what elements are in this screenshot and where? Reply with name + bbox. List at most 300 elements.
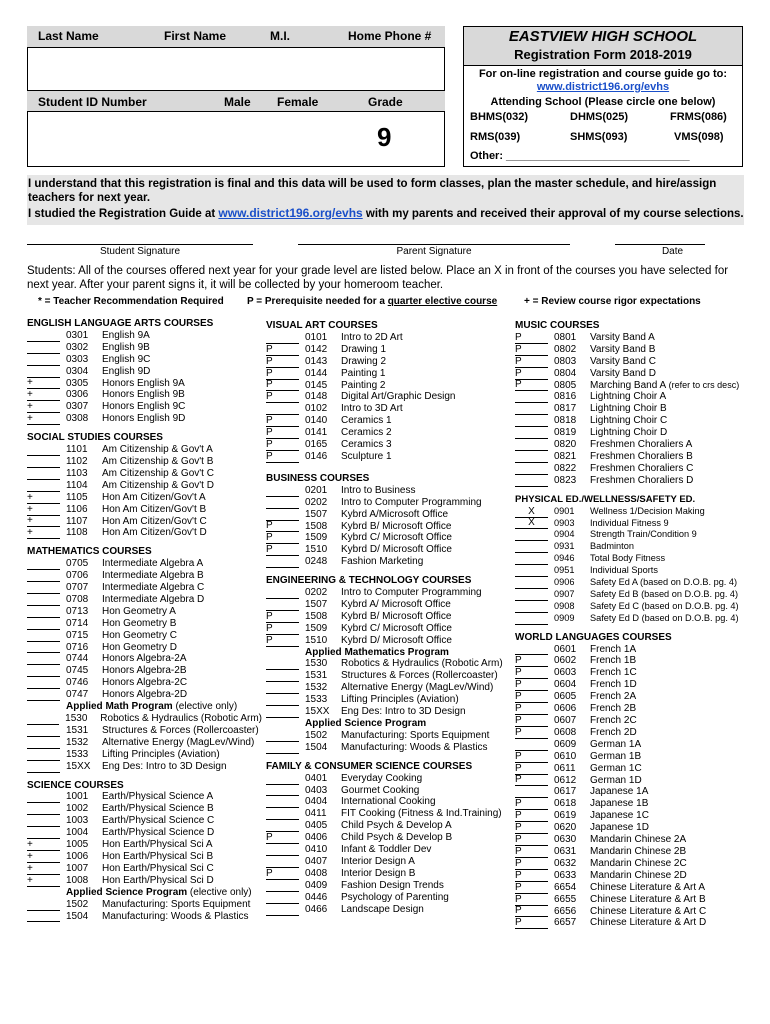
course-name: Landscape Design xyxy=(341,903,424,915)
course-name: Japanese 1C xyxy=(590,810,649,822)
school-name: EASTVIEW HIGH SCHOOL xyxy=(508,28,698,45)
course-select-blank[interactable] xyxy=(266,659,299,670)
course-row xyxy=(27,618,262,630)
course-row xyxy=(515,739,765,751)
course-select-blank[interactable]: P xyxy=(266,521,299,532)
course-code: 0140 xyxy=(305,415,328,427)
course-select-blank[interactable] xyxy=(27,469,60,480)
course-row xyxy=(515,589,765,601)
course-select-blank[interactable]: + xyxy=(27,516,60,527)
course-select-blank[interactable] xyxy=(27,816,60,827)
course-select-blank[interactable]: P xyxy=(266,452,299,463)
course-select-blank[interactable]: P xyxy=(515,835,548,846)
course-select-blank[interactable]: + xyxy=(27,390,60,401)
agreement-text: I understand that this registration is final and this data will be used to form classes, plan the master schedule, and hire/assign teachers for next year. xyxy=(28,178,717,204)
course-row xyxy=(266,509,506,521)
course-select-blank[interactable]: P xyxy=(515,906,548,917)
course-select-blank[interactable]: P xyxy=(266,869,299,880)
course-select-blank[interactable] xyxy=(515,542,548,553)
course-select-blank[interactable] xyxy=(266,785,299,796)
course-select-blank[interactable] xyxy=(266,510,299,521)
course-name: Safety Ed C (based on D.O.B. pg. 4) xyxy=(590,600,739,611)
course-select-blank[interactable] xyxy=(27,714,59,725)
course-code: 1532 xyxy=(66,736,89,748)
home-phone-label: Home Phone # xyxy=(348,29,432,43)
course-row xyxy=(27,875,262,887)
course-select-blank[interactable] xyxy=(515,392,548,403)
course-row xyxy=(27,851,262,863)
student-id-input-area[interactable] xyxy=(28,112,328,166)
course-select-blank[interactable]: P xyxy=(266,833,299,844)
course-select-blank[interactable]: P xyxy=(515,704,548,715)
course-select-blank[interactable]: P xyxy=(515,895,548,906)
course-row xyxy=(515,655,765,667)
course-select-blank[interactable] xyxy=(27,804,60,815)
course-select-blank[interactable] xyxy=(515,602,548,613)
name-input-area[interactable] xyxy=(28,48,444,90)
course-row xyxy=(515,834,765,846)
course-code: 0817 xyxy=(554,403,577,415)
course-code: 0608 xyxy=(554,726,577,738)
section-title: ENGINEERING & TECHNOLOGY COURSES xyxy=(266,575,472,587)
course-note: (refer to crs desc) xyxy=(666,379,740,390)
course-code: 1509 xyxy=(305,532,328,544)
course-select-blank[interactable] xyxy=(266,486,299,497)
course-name: FIT Cooking (Fitness & Ind.Training) xyxy=(341,808,502,820)
school-option-rms[interactable]: RMS(039) xyxy=(470,131,521,143)
course-select-blank[interactable]: P xyxy=(515,859,548,870)
course-code: 1530 xyxy=(65,713,88,724)
course-code: 0306 xyxy=(66,389,89,401)
course-row xyxy=(515,703,765,715)
course-section xyxy=(266,761,506,916)
course-row xyxy=(515,356,765,368)
agreement-line2-pre: I studied the Registration Guide at xyxy=(28,208,219,220)
school-option-bhms[interactable]: BHMS(032) xyxy=(470,111,529,123)
course-column-right xyxy=(515,320,765,929)
course-name: Honors Algebra-2B xyxy=(102,665,187,677)
course-select-blank[interactable]: P xyxy=(515,775,548,786)
course-row xyxy=(515,463,765,475)
course-select-blank[interactable] xyxy=(266,821,299,832)
first-name-label: First Name xyxy=(164,29,227,43)
course-name: Everyday Cooking xyxy=(341,772,423,784)
course-name: Kybrd A/Microsoft Office xyxy=(341,508,449,520)
course-row xyxy=(515,798,765,810)
course-select-blank[interactable] xyxy=(27,900,60,911)
course-select-blank[interactable] xyxy=(515,614,548,625)
course-code: 0610 xyxy=(554,750,577,762)
program-name: Applied Math Program xyxy=(66,701,173,713)
course-row xyxy=(515,858,765,870)
course-select-blank[interactable] xyxy=(515,404,548,415)
course-select-blank[interactable]: P xyxy=(515,799,548,810)
course-select-blank[interactable] xyxy=(27,595,60,606)
course-row xyxy=(266,556,506,568)
school-option-frms[interactable]: FRMS(086) xyxy=(670,111,727,123)
course-select-blank[interactable]: P xyxy=(266,345,299,356)
course-name: Marching Band A xyxy=(590,379,667,391)
course-code: 0908 xyxy=(554,600,575,611)
program-note: (elective only) xyxy=(187,886,252,898)
course-code: 0202 xyxy=(305,496,328,508)
course-row xyxy=(266,820,506,832)
course-name: Total Body Fitness xyxy=(590,553,666,564)
course-row xyxy=(27,677,262,689)
course-select-blank[interactable] xyxy=(27,457,60,468)
course-select-blank[interactable]: P xyxy=(266,624,299,635)
course-select-blank[interactable]: + xyxy=(27,528,60,539)
course-row xyxy=(27,803,262,815)
instructions-text: Students: All of the courses offered next year for your grade level are listed below. Place an X in front of the courses you have selected for next year. After your parent signs it, it will be collected by your homeroom teacher. xyxy=(27,265,729,291)
course-code: 1002 xyxy=(66,803,89,815)
course-select-blank[interactable]: P xyxy=(266,428,299,439)
course-select-blank[interactable]: + xyxy=(27,864,60,875)
course-code: 1104 xyxy=(66,479,88,491)
course-select-blank[interactable] xyxy=(266,905,299,916)
course-code: 0715 xyxy=(66,629,89,641)
course-select-blank[interactable]: P xyxy=(266,357,299,368)
course-name: Structures & Forces (Rollercoaster) xyxy=(102,724,259,736)
course-name: Lightning Choir C xyxy=(590,415,668,427)
course-name: Eng Des: Intro to 3D Design xyxy=(102,760,227,772)
course-select-blank[interactable]: P xyxy=(515,692,548,703)
course-name: Manufacturing: Woods & Plastics xyxy=(341,741,488,753)
course-code: 1008 xyxy=(66,874,89,886)
course-code: 15XX xyxy=(66,760,91,772)
parent-signature-line[interactable] xyxy=(298,244,570,245)
course-name: Drawing 1 xyxy=(341,343,387,355)
course-code: 0823 xyxy=(554,474,577,486)
course-section xyxy=(27,318,262,425)
course-select-blank[interactable] xyxy=(27,690,60,701)
course-select-blank[interactable]: P xyxy=(515,668,548,679)
course-select-blank[interactable] xyxy=(27,678,60,689)
course-name: Japanese 1D xyxy=(590,822,649,834)
course-select-blank[interactable]: P xyxy=(266,545,299,556)
course-code: 0821 xyxy=(554,450,577,462)
course-row xyxy=(266,623,506,635)
course-select-blank[interactable]: P xyxy=(266,392,299,403)
course-select-blank[interactable]: P xyxy=(515,918,548,929)
course-select-blank[interactable] xyxy=(27,619,60,630)
student-signature-label: Student Signature xyxy=(99,246,181,257)
course-row xyxy=(27,378,262,390)
course-select-blank[interactable]: P xyxy=(515,752,548,763)
course-code: 0603 xyxy=(554,667,577,679)
course-select-blank[interactable]: X xyxy=(515,518,548,529)
course-code: 0705 xyxy=(66,558,89,570)
course-select-blank[interactable]: P xyxy=(515,380,548,391)
course-code: 0909 xyxy=(554,612,575,623)
section-title: MATHEMATICS COURSES xyxy=(27,546,152,558)
course-select-blank[interactable] xyxy=(515,578,548,589)
course-row xyxy=(27,911,262,923)
attending-school-label: Attending School (Please circle one below) xyxy=(490,96,716,108)
course-select-blank[interactable]: P xyxy=(266,533,299,544)
course-select-blank[interactable] xyxy=(266,671,299,682)
school-option-dhms[interactable]: DHMS(025) xyxy=(570,111,629,123)
course-row xyxy=(515,451,765,463)
course-code: 0819 xyxy=(554,427,577,439)
course-row xyxy=(27,468,262,480)
course-select-blank[interactable]: P xyxy=(515,369,548,380)
course-select-blank[interactable]: P xyxy=(266,612,299,623)
course-name: Infant & Toddler Dev xyxy=(341,844,432,856)
course-select-blank[interactable] xyxy=(266,857,299,868)
course-name: Eng Des: Intro to 3D Design xyxy=(341,706,466,718)
course-code: 0746 xyxy=(66,677,89,689)
date-line[interactable] xyxy=(615,244,705,245)
course-select-blank[interactable]: P xyxy=(515,333,548,344)
course-select-blank[interactable]: P xyxy=(515,764,548,775)
course-name: Intro to Computer Programming xyxy=(341,496,482,508)
section-title: BUSINESS COURSES xyxy=(266,472,370,484)
course-select-blank[interactable]: P xyxy=(266,636,299,647)
course-name: Psychology of Parenting xyxy=(341,891,449,903)
course-name: Honors English 9C xyxy=(102,401,186,413)
course-name: Hon Am Citizen/Gov't B xyxy=(102,503,207,515)
course-name: Honors English 9A xyxy=(102,377,185,389)
course-select-blank[interactable] xyxy=(27,583,60,594)
course-code: 0410 xyxy=(305,844,328,856)
course-row xyxy=(266,706,506,718)
course-select-blank[interactable]: X xyxy=(515,507,548,518)
course-select-blank[interactable] xyxy=(27,445,60,456)
course-code: 0803 xyxy=(554,355,577,367)
course-select-blank[interactable]: P xyxy=(515,716,548,727)
course-select-blank[interactable] xyxy=(266,588,299,599)
course-code: 0951 xyxy=(554,565,575,576)
course-select-blank[interactable] xyxy=(515,590,548,601)
course-select-blank[interactable]: P xyxy=(266,380,299,391)
course-name: Drawing 2 xyxy=(341,355,387,367)
course-select-blank[interactable] xyxy=(27,343,60,354)
course-name: Kybrd C/ Microsoft Office xyxy=(341,622,452,634)
course-select-blank[interactable] xyxy=(27,911,60,922)
course-select-blank[interactable] xyxy=(27,631,60,642)
course-code: 0605 xyxy=(554,691,577,703)
course-section xyxy=(266,575,506,754)
course-select-blank[interactable] xyxy=(266,404,299,415)
parent-signature-label: Parent Signature xyxy=(396,246,472,257)
course-select-blank[interactable] xyxy=(515,440,548,451)
course-name: Alternative Energy (MagLev/Wind) xyxy=(102,736,255,748)
course-select-blank[interactable]: + xyxy=(27,414,60,425)
course-select-blank[interactable]: P xyxy=(266,416,299,427)
course-select-blank[interactable] xyxy=(27,355,60,366)
course-select-blank[interactable] xyxy=(515,566,548,577)
course-name: Japanese 1B xyxy=(590,798,649,810)
course-select-blank[interactable] xyxy=(515,787,548,798)
course-select-blank[interactable]: P xyxy=(515,656,548,667)
course-row xyxy=(27,737,262,749)
course-code: 0931 xyxy=(554,541,575,552)
course-code: 6657 xyxy=(554,917,577,929)
school-option-shms[interactable]: SHMS(093) xyxy=(570,131,628,143)
course-row xyxy=(515,577,765,589)
course-select-blank[interactable] xyxy=(27,828,60,839)
course-select-blank[interactable] xyxy=(27,331,60,342)
course-select-blank[interactable] xyxy=(27,559,60,570)
course-code: 0308 xyxy=(66,413,89,425)
course-select-blank[interactable]: + xyxy=(27,852,60,863)
course-select-blank[interactable]: P xyxy=(515,847,548,858)
course-code: 0946 xyxy=(554,553,575,564)
mi-label: M.I. xyxy=(270,29,290,43)
course-row xyxy=(266,485,506,497)
school-option-vms[interactable]: VMS(098) xyxy=(674,131,724,143)
course-code: 0630 xyxy=(554,834,577,846)
course-select-blank[interactable] xyxy=(27,762,60,773)
course-row xyxy=(266,832,506,844)
course-select-blank[interactable]: P xyxy=(515,811,548,822)
program-name: Applied Mathematics Program xyxy=(305,646,449,658)
registration-url-link[interactable]: www.district196.org/evhs xyxy=(536,81,670,93)
program-subheading xyxy=(27,887,262,899)
course-code: 1504 xyxy=(305,741,328,753)
course-code: 1107 xyxy=(66,515,88,527)
course-select-blank[interactable] xyxy=(27,726,60,737)
course-name: Robotics & Hydraulics (Robotic Arm) xyxy=(341,658,503,670)
course-row xyxy=(266,415,506,427)
course-select-blank[interactable] xyxy=(266,557,299,568)
course-select-blank[interactable] xyxy=(266,893,299,904)
course-select-blank[interactable]: P xyxy=(515,345,548,356)
course-name: Hon Am Citizen/Gov't D xyxy=(102,527,207,539)
course-name: Manufacturing: Woods & Plastics xyxy=(102,910,249,922)
course-code: 0305 xyxy=(66,377,89,389)
course-code: 0907 xyxy=(554,588,575,599)
course-select-blank[interactable] xyxy=(27,607,60,618)
course-select-blank[interactable] xyxy=(266,809,299,820)
course-name: Varsity Band D xyxy=(590,367,656,379)
course-select-blank[interactable] xyxy=(266,797,299,808)
course-select-blank[interactable] xyxy=(515,428,548,439)
course-code: 0801 xyxy=(554,331,577,343)
course-code: 0304 xyxy=(66,365,89,377)
course-code: 0301 xyxy=(66,329,89,341)
course-select-blank[interactable]: + xyxy=(27,840,60,851)
course-select-blank[interactable] xyxy=(515,740,548,751)
course-row xyxy=(266,892,506,904)
course-select-blank[interactable] xyxy=(266,600,299,611)
course-name: Japanese 1A xyxy=(590,786,649,798)
form-title: Registration Form 2018-2019 xyxy=(514,47,692,62)
course-select-blank[interactable]: P xyxy=(515,728,548,739)
grade-value: 9 xyxy=(377,122,392,152)
course-section xyxy=(515,632,765,930)
course-select-blank[interactable]: P xyxy=(515,883,548,894)
course-select-blank[interactable] xyxy=(27,792,60,803)
course-code: 0820 xyxy=(554,439,577,451)
guide-url-link[interactable]: www.district196.org/evhs xyxy=(218,206,363,220)
course-select-blank[interactable] xyxy=(266,743,299,754)
course-select-blank[interactable] xyxy=(515,416,548,427)
course-row xyxy=(266,682,506,694)
course-select-blank[interactable] xyxy=(27,654,60,665)
course-select-blank[interactable] xyxy=(266,695,299,706)
course-code: 0409 xyxy=(305,879,328,891)
course-select-blank[interactable] xyxy=(515,452,548,463)
course-name: Intro to 3D Art xyxy=(341,403,403,415)
course-select-blank[interactable] xyxy=(266,731,299,742)
course-select-blank[interactable] xyxy=(515,464,548,475)
course-name: English 9A xyxy=(102,329,150,341)
course-select-blank[interactable]: P xyxy=(515,680,548,691)
course-row xyxy=(515,846,765,858)
course-name: Am Citizenship & Gov't D xyxy=(102,479,214,491)
course-select-blank[interactable] xyxy=(27,367,60,378)
course-select-blank[interactable]: P xyxy=(266,440,299,451)
course-select-blank[interactable] xyxy=(266,333,299,344)
course-select-blank[interactable] xyxy=(27,481,60,492)
other-school-field[interactable]: Other: ______________________________ xyxy=(470,150,690,162)
course-select-blank[interactable] xyxy=(266,707,299,718)
course-row xyxy=(27,815,262,827)
course-name: French 1A xyxy=(590,643,637,655)
course-select-blank[interactable] xyxy=(515,644,548,655)
course-select-blank[interactable]: + xyxy=(27,402,60,413)
course-select-blank[interactable] xyxy=(266,881,299,892)
course-name: Individual Fitness 9 xyxy=(590,517,669,528)
course-row xyxy=(515,727,765,739)
course-code: 0706 xyxy=(66,570,89,582)
course-code: 1510 xyxy=(305,634,328,646)
course-select-blank[interactable]: P xyxy=(515,871,548,882)
course-code: 0901 xyxy=(554,505,575,516)
course-select-blank[interactable]: P xyxy=(515,823,548,834)
course-code: 6655 xyxy=(554,893,577,905)
program-subheading xyxy=(27,701,262,713)
course-select-blank[interactable]: + xyxy=(27,505,60,516)
course-select-blank[interactable] xyxy=(266,683,299,694)
student-signature-line[interactable] xyxy=(27,244,253,245)
course-row xyxy=(266,844,506,856)
course-code: 0744 xyxy=(66,653,89,665)
course-select-blank[interactable] xyxy=(515,554,548,565)
course-select-blank[interactable] xyxy=(27,666,60,677)
course-row xyxy=(515,506,765,518)
course-row xyxy=(515,332,765,344)
course-name: Digital Art/Graphic Design xyxy=(341,391,456,403)
course-select-blank[interactable]: P xyxy=(266,369,299,380)
course-select-blank[interactable] xyxy=(515,476,548,487)
course-select-blank[interactable] xyxy=(27,738,60,749)
course-code: 0620 xyxy=(554,822,577,834)
course-row xyxy=(515,475,765,487)
course-select-blank[interactable]: + xyxy=(27,378,60,389)
course-code: 0818 xyxy=(554,415,577,427)
course-select-blank[interactable] xyxy=(27,571,60,582)
course-select-blank[interactable] xyxy=(266,845,299,856)
course-select-blank[interactable]: + xyxy=(27,493,60,504)
course-select-blank[interactable] xyxy=(27,642,60,653)
course-name: French 2C xyxy=(590,715,637,726)
course-name: International Cooking xyxy=(341,796,436,808)
course-code: 0745 xyxy=(66,665,89,677)
course-select-blank[interactable]: + xyxy=(27,876,60,887)
course-select-blank[interactable] xyxy=(266,774,299,785)
course-select-blank[interactable]: P xyxy=(515,357,548,368)
course-row xyxy=(27,791,262,803)
course-select-blank[interactable] xyxy=(515,530,548,541)
course-name: Child Psych & Develop A xyxy=(341,820,452,832)
course-row xyxy=(27,444,262,456)
course-select-blank[interactable] xyxy=(266,498,299,509)
course-select-blank[interactable] xyxy=(27,750,60,761)
course-name: Fashion Marketing xyxy=(341,556,424,568)
